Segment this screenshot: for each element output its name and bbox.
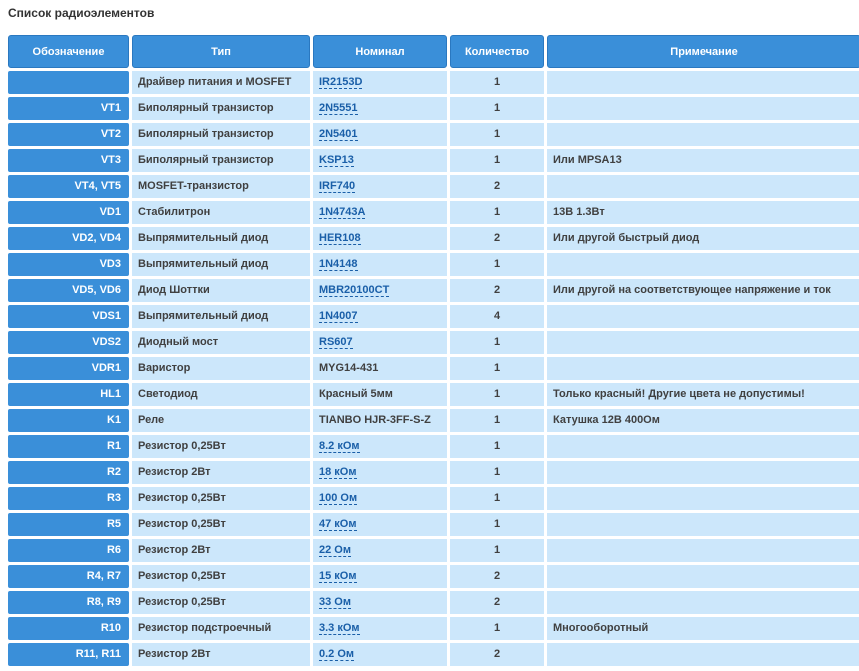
value-cell (313, 71, 447, 94)
quantity-cell: 2 (450, 565, 544, 588)
designator-cell: R1 (8, 435, 129, 458)
quantity-cell: 1 (450, 253, 544, 276)
value-cell (313, 435, 447, 458)
part-value-text: MYG14-431 (319, 362, 379, 374)
quantity-cell: 1 (450, 383, 544, 406)
type-cell: Резистор 0,25Вт (132, 513, 310, 536)
note-cell: 13В 1.3Вт (547, 201, 859, 224)
column-header-value[interactable]: Номинал (313, 35, 447, 68)
type-cell: Резистор 0,25Вт (132, 487, 310, 510)
note-cell (547, 643, 859, 666)
type-cell: Стабилитрон (132, 201, 310, 224)
designator-cell: R3 (8, 487, 129, 510)
note-cell: Или другой на соответствующее напряжение и ток (547, 279, 859, 302)
note-cell: Только красный! Другие цвета не допустимы! (547, 383, 859, 406)
note-cell (547, 565, 859, 588)
quantity-cell: 1 (450, 487, 544, 510)
part-value-link[interactable]: 100 Ом (319, 492, 358, 504)
designator-cell: R5 (8, 513, 129, 536)
value-cell (313, 97, 447, 120)
type-cell: Выпрямительный диод (132, 227, 310, 250)
type-cell: Драйвер питания и MOSFET (132, 71, 310, 94)
part-value-link[interactable]: HER108 (319, 232, 361, 244)
quantity-cell: 1 (450, 97, 544, 120)
quantity-cell: 1 (450, 331, 544, 354)
part-value-link[interactable]: MBR20100CT (319, 284, 390, 296)
part-value-link[interactable]: 1N4743A (319, 206, 366, 218)
value-cell (313, 175, 447, 198)
quantity-cell: 2 (450, 591, 544, 614)
quantity-cell: 1 (450, 539, 544, 562)
designator-cell: VD1 (8, 201, 129, 224)
part-value-link[interactable]: IRF740 (319, 180, 356, 192)
type-cell: Выпрямительный диод (132, 253, 310, 276)
designator-cell: VT3 (8, 149, 129, 172)
type-cell: Реле (132, 409, 310, 432)
quantity-cell: 1 (450, 201, 544, 224)
part-value-link[interactable]: 22 Ом (319, 544, 351, 556)
quantity-cell: 1 (450, 617, 544, 640)
value-cell (313, 617, 447, 640)
designator-cell: VDR1 (8, 357, 129, 380)
part-value-link[interactable]: 15 кОм (319, 570, 357, 582)
designator-cell: VD3 (8, 253, 129, 276)
type-cell: Биполярный транзистор (132, 123, 310, 146)
value-cell (313, 149, 447, 172)
part-value-link[interactable]: IR2153D (319, 76, 363, 88)
quantity-cell: 1 (450, 123, 544, 146)
quantity-cell: 1 (450, 435, 544, 458)
type-cell: Резистор 2Вт (132, 539, 310, 562)
value-cell (313, 643, 447, 666)
type-cell: Резистор подстроечный (132, 617, 310, 640)
part-value-link[interactable]: RS607 (319, 336, 353, 348)
value-cell (313, 461, 447, 484)
quantity-cell: 1 (450, 149, 544, 172)
designator-cell: R2 (8, 461, 129, 484)
value-cell (313, 357, 447, 380)
note-cell (547, 175, 859, 198)
type-cell: Биполярный транзистор (132, 97, 310, 120)
designator-cell (8, 71, 129, 94)
quantity-cell: 2 (450, 227, 544, 250)
type-cell: Резистор 0,25Вт (132, 591, 310, 614)
part-value-link[interactable]: KSP13 (319, 154, 354, 166)
type-cell: Диод Шоттки (132, 279, 310, 302)
note-cell (547, 513, 859, 536)
quantity-cell: 2 (450, 175, 544, 198)
value-cell (313, 123, 447, 146)
note-cell (547, 435, 859, 458)
part-value-link[interactable]: 8.2 кОм (319, 440, 360, 452)
type-cell: Светодиод (132, 383, 310, 406)
type-cell: Варистор (132, 357, 310, 380)
parts-table (8, 35, 859, 666)
quantity-cell: 2 (450, 643, 544, 666)
quantity-cell: 1 (450, 409, 544, 432)
designator-cell: K1 (8, 409, 129, 432)
designator-cell: R6 (8, 539, 129, 562)
designator-cell: VT2 (8, 123, 129, 146)
note-cell: Многооборотный (547, 617, 859, 640)
designator-cell: R4, R7 (8, 565, 129, 588)
designator-cell: VT1 (8, 97, 129, 120)
note-cell (547, 591, 859, 614)
note-cell (547, 123, 859, 146)
column-header-designator[interactable]: Обозначение (8, 35, 129, 68)
note-cell (547, 357, 859, 380)
column-header-type[interactable]: Тип (132, 35, 310, 68)
note-cell (547, 71, 859, 94)
value-cell (313, 565, 447, 588)
type-cell: Резистор 0,25Вт (132, 435, 310, 458)
designator-cell: VD2, VD4 (8, 227, 129, 250)
note-cell: Или MPSA13 (547, 149, 859, 172)
part-value-link[interactable]: 1N4007 (319, 310, 358, 322)
value-cell (313, 383, 447, 406)
note-cell (547, 97, 859, 120)
note-cell (547, 253, 859, 276)
type-cell: MOSFET-транзистор (132, 175, 310, 198)
designator-cell: VD5, VD6 (8, 279, 129, 302)
part-value-link[interactable]: 2N5551 (319, 102, 358, 114)
column-header-quantity[interactable]: Количество (450, 35, 544, 68)
designator-cell: R8, R9 (8, 591, 129, 614)
quantity-cell: 2 (450, 279, 544, 302)
value-cell (313, 279, 447, 302)
part-value-link[interactable]: 18 кОм (319, 466, 357, 478)
designator-cell: VDS2 (8, 331, 129, 354)
part-value-link[interactable]: 3.3 кОм (319, 622, 360, 634)
value-cell (313, 253, 447, 276)
type-cell: Выпрямительный диод (132, 305, 310, 328)
value-cell (313, 305, 447, 328)
value-cell (313, 487, 447, 510)
quantity-cell: 1 (450, 357, 544, 380)
note-cell: Катушка 12В 400Ом (547, 409, 859, 432)
part-value-link[interactable]: 2N5401 (319, 128, 358, 140)
note-cell (547, 461, 859, 484)
value-cell (313, 513, 447, 536)
quantity-cell: 1 (450, 461, 544, 484)
part-value-text: TIANBO HJR-3FF-S-Z (319, 414, 431, 426)
value-cell (313, 591, 447, 614)
note-cell: Или другой быстрый диод (547, 227, 859, 250)
note-cell (547, 487, 859, 510)
quantity-cell: 1 (450, 513, 544, 536)
note-cell (547, 331, 859, 354)
value-cell (313, 409, 447, 432)
part-value-link[interactable]: 47 кОм (319, 518, 357, 530)
designator-cell: R11, R11 (8, 643, 129, 666)
note-cell (547, 539, 859, 562)
quantity-cell: 1 (450, 71, 544, 94)
type-cell: Резистор 0,25Вт (132, 565, 310, 588)
type-cell: Резистор 2Вт (132, 461, 310, 484)
value-cell (313, 227, 447, 250)
designator-cell: HL1 (8, 383, 129, 406)
value-cell (313, 331, 447, 354)
type-cell: Биполярный транзистор (132, 149, 310, 172)
value-cell (313, 539, 447, 562)
designator-cell: VDS1 (8, 305, 129, 328)
value-cell (313, 201, 447, 224)
quantity-cell: 4 (450, 305, 544, 328)
type-cell: Резистор 2Вт (132, 643, 310, 666)
part-value-link[interactable]: 1N4148 (319, 258, 358, 270)
part-value-link[interactable]: 0.2 Ом (319, 648, 355, 660)
part-value-text: Красный 5мм (319, 388, 393, 400)
column-header-note[interactable]: Примечание (547, 35, 859, 68)
designator-cell: R10 (8, 617, 129, 640)
type-cell: Диодный мост (132, 331, 310, 354)
note-cell (547, 305, 859, 328)
part-value-link[interactable]: 33 Ом (319, 596, 351, 608)
designator-cell: VT4, VT5 (8, 175, 129, 198)
page-title: Список радиоэлементов (8, 6, 155, 20)
